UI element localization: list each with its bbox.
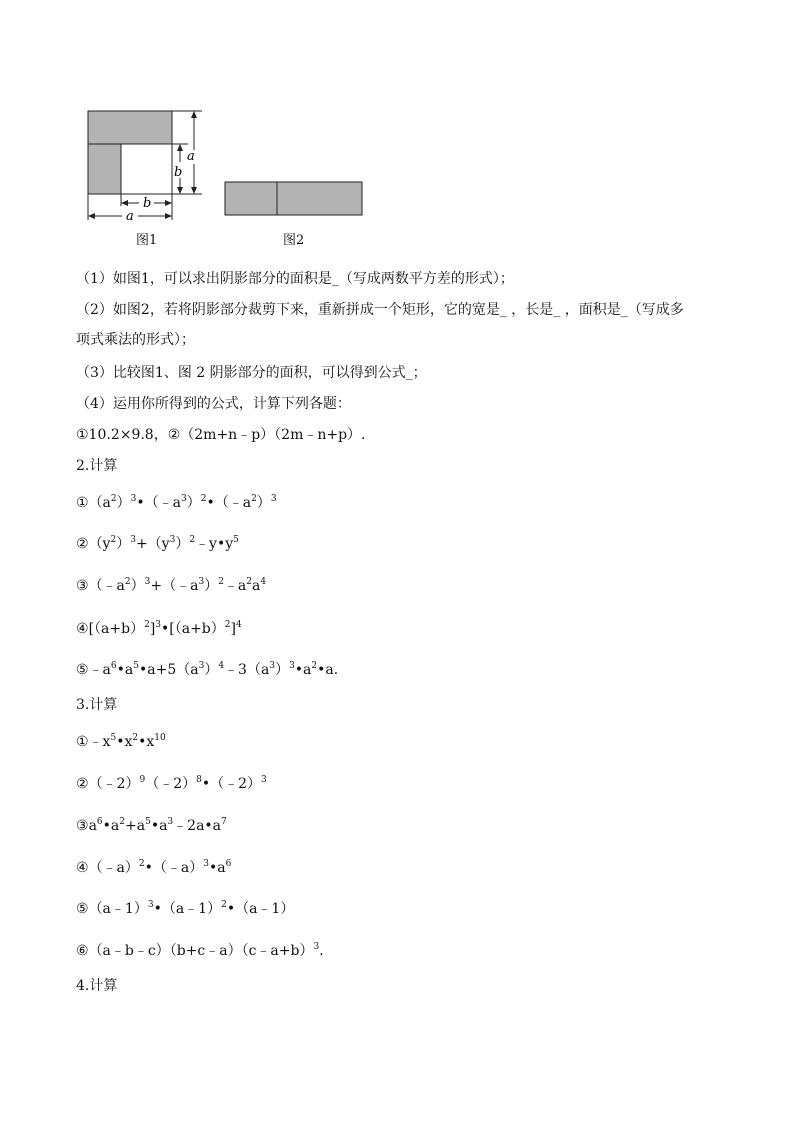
figure-2-diagram	[224, 181, 364, 217]
label-b-right: b	[174, 165, 183, 180]
item-number: ⑤	[76, 662, 89, 678]
fig2-left-rect	[225, 182, 277, 215]
white-square	[121, 144, 172, 194]
q3-item-3: $③a^6•a^2+a^5•a^3﹣2a•a^7$	[76, 817, 227, 834]
top-shaded-rect	[88, 111, 172, 144]
item-number: ③	[76, 818, 89, 834]
item-number: ④	[76, 621, 89, 637]
item-number: ①	[76, 495, 89, 511]
label-a-bottom: a	[126, 209, 134, 224]
q2-item-1: $①(a^2)^3•(﹣a^3)^2•(﹣a^2)^3$	[76, 494, 277, 511]
q3-item-2: ②（﹣2）$^9$（﹣2）$^8$•（﹣2）$^3$	[76, 775, 267, 792]
q2-item-4: $④[(a+b)^2]^3•[(a+b)^2]^4$	[76, 620, 242, 637]
figure-1-caption: 图1	[136, 233, 158, 248]
figure-1-diagram	[84, 106, 216, 224]
item-number: ②	[76, 776, 89, 792]
q2-item-5: $⑤﹣a^6•a^5•a+5(a^3)^4﹣3(a^3)^3•a^2•a$．	[76, 661, 348, 678]
q1-part2-line1: （2）如图2，若将阴影部分裁剪下来，重新拼成一个矩形，它的宽是_ ，长是_ ，面积是_（写成多	[76, 302, 684, 318]
q2-heading: 2.计算	[76, 458, 118, 474]
q1-calc: ①10.2×9.8，②（2m+n﹣p）（2m﹣n+p）.	[76, 427, 366, 443]
item-number: ②	[76, 536, 89, 552]
fig2-right-rect	[277, 182, 362, 215]
item-number: ①	[76, 734, 89, 750]
q4-heading: 4.计算	[76, 978, 118, 994]
figure-2-caption: 图2	[283, 233, 305, 248]
item-number: ⑥	[76, 943, 89, 959]
q1-part3: （3）比较图1、图 2 阴影部分的面积，可以得到公式_；	[76, 365, 427, 381]
item-number: ③	[76, 578, 89, 594]
item-number: ④	[76, 860, 89, 876]
q3-item-4: $④(﹣a)^2•(﹣a)^3•a^6$	[76, 859, 232, 876]
q3-item-5: ⑤（a﹣1）$^3$•（a﹣1）$^2$•（a﹣1）	[76, 900, 295, 917]
q1-part2-line2: 项式乘法的形式）；	[76, 332, 195, 348]
q3-item-1: $①﹣x^5•x^2•x^{10}$	[76, 733, 166, 750]
q1-part1: （1）如图1，可以求出阴影部分的面积是_（写成两数平方差的形式）；	[76, 271, 514, 287]
q3-item-6: ⑥（a﹣b﹣c）（b+c﹣a）（c﹣a+b）$^3$．	[76, 942, 334, 959]
q2-item-3: $③(﹣a^2)^3+(﹣a^3)^2﹣a^2a^4$	[76, 577, 267, 594]
item-number: ⑤	[76, 901, 89, 917]
figure-1	[84, 106, 216, 224]
figure-2	[224, 181, 364, 217]
label-a-right: a	[187, 149, 195, 164]
q3-heading: 3.计算	[76, 697, 118, 713]
label-b-bottom: b	[143, 196, 152, 211]
q2-item-2: $②(y^2)^3+(y^3)^2﹣y•y^5$	[76, 535, 239, 552]
q1-part4: （4）运用你所得到的公式，计算下列各题：	[76, 396, 351, 412]
left-shaded-rect	[88, 144, 121, 194]
